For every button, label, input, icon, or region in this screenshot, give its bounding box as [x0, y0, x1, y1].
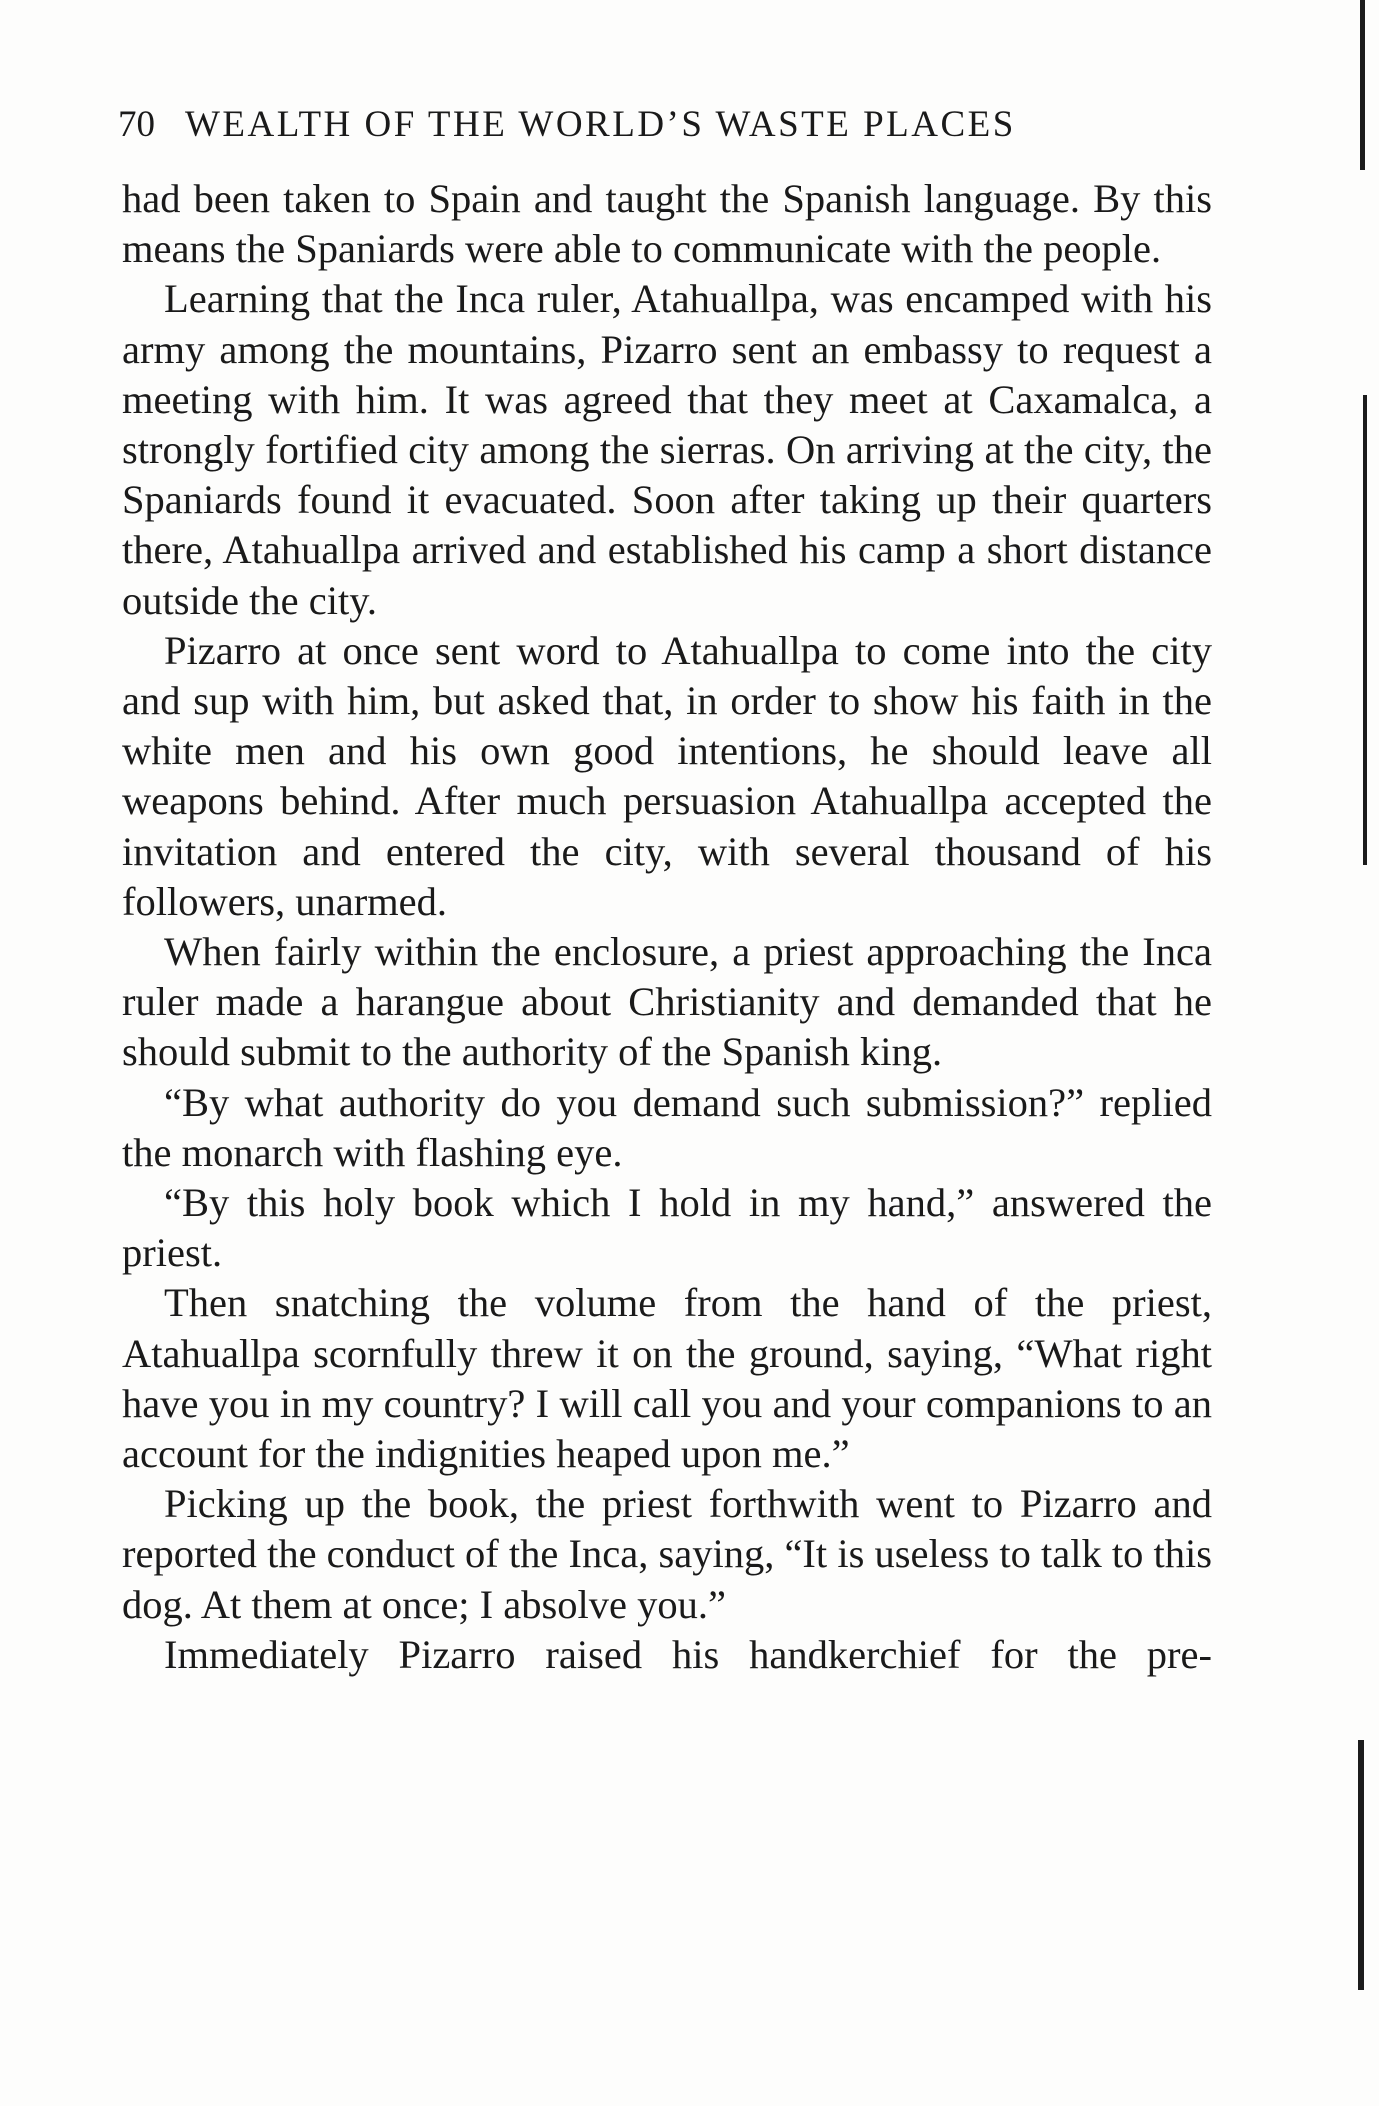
scan-edge-mark: [1358, 1740, 1364, 1990]
paragraph: Picking up the book, the priest forthwith went to Pizarro and reported the conduct of the Inca, saying, “It is useless to talk to this dog. At them at once; I absolve you.”: [122, 1481, 1212, 1627]
paragraph: When fairly within the enclosure, a priest approaching the Inca ruler made a harangue about Christianity and demanded that he should submit to the authority of the Spanish king.: [122, 929, 1212, 1075]
paragraph: Then snatching the volume from the hand of the priest, Atahuallpa scornfully threw it on the ground, saying, “What right have you in my country? I will call you and your companions to an account for the indignities heaped upon me.”: [122, 1280, 1212, 1477]
body-text: [122, 174, 1212, 1680]
paragraph: Learning that the Inca ruler, Atahuallpa, was encamped with his army among the mountains, Pizarro sent an embassy to request a meeting with him. It was agreed that they meet at Caxamalca, a strongly fortified city among the sierras. On arriving at the city, the Spaniards found it evacuated. Soon after taking up their quarters there, Atahuallpa arrived and established his camp a short distance outside the city.: [122, 276, 1212, 623]
paragraph: Pizarro at once sent word to Atahuallpa to come into the city and sup with him, but asked that, in order to show his faith in the white men and his own good intentions, he should leave all weapons behind. After much persuasion Atahuallpa accepted the invitation and entered the city, with several thousand of his followers, unarmed.: [122, 627, 1212, 924]
paragraph: “By what authority do you demand such submission?” replied the monarch with flashing eye.: [122, 1079, 1212, 1175]
scan-edge-mark: [1363, 395, 1367, 865]
page-number: 70: [118, 104, 155, 145]
paragraph-continued: had been taken to Spain and taught the Spanish language. By this means the Spaniards were able to communicate with the people.: [122, 176, 1212, 272]
running-head: [118, 100, 1218, 150]
paragraph-continues: Immediately Pizarro raised his handkerchief for the pre-: [164, 1631, 1212, 1677]
paragraph: “By this holy book which I hold in my hand,” answered the priest.: [122, 1180, 1212, 1276]
scan-edge-mark: [1360, 0, 1365, 170]
running-title: WEALTH OF THE WORLD’S WASTE PLACES: [185, 104, 1016, 145]
